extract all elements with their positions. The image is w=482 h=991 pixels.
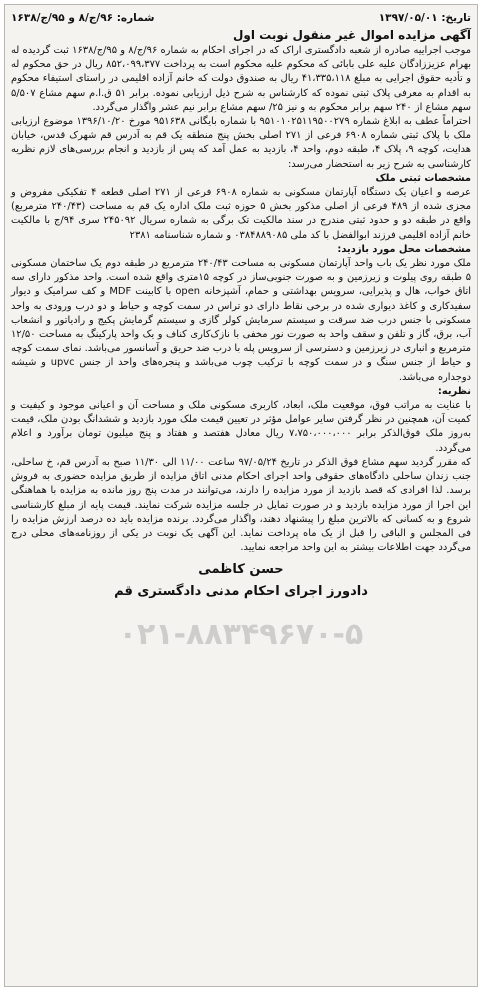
notice-content bbox=[11, 11, 471, 603]
signature-name: حسن کاظمی bbox=[198, 562, 284, 578]
location-paragraph: ملک مورد نظر یک باب واحد آپارتمان مسکونی به مساحت ۲۴۰/۴۳ مترمربع در طبقه دوم یک ساختمان مسکونی ۵ طبقه روی پیلوت و زیرزمین و به صورت جنوبی‌ساز در کوچه ۱۵متری واقع شده است. واحد مذکور دارای سه اتاق خواب، هال و پذیرایی، سرویس بهداشتی و حمام، آشپزخانه open با کابینت MDF و کف سرامیک و دیوار سفیدکاری و کاغذ دیواری شده در برخی نقاط دارای دو تراس در سمت کوچه و حیاط و دو درب ورودی به واحد مسکونی با جنس درب ضد سرقت و سیستم سرمایش کولر گازی و سیستم گرمایش پکیج و رادیاتور و انشعاب آب، برق، گاز و تلفن و سقف واحد به صورت نور مخفی با نازک‌کاری کناف و یک واحد پارکینگ به مساحت ۱۲/۵۰ مترمربع و انباری در زیرزمین و دسترسی از سرویس پله با درب ضد حریق و آسانسور می‌باشد. نمای سمت کوچه و حیاط از جنس سنگ و در سمت کوچه با ترکیب چوب می‌باشد و پنجره‌های واحد از جنس upvc و شیشه دوجداره می‌باشد. bbox=[11, 258, 472, 383]
opinion-paragraph: با عنایت به مراتب فوق، موقعیت ملک، ابعاد، کاربری مسکونی ملک و مساحت آن و اعیانی موجود و کیفیت و کمیت آن، همچنین در نظر گرفتن سایر عوامل مؤثر در تعیین قیمت ملک مورد بازدید و ششدانگ بودن ملک، قیمت به‌روز ملک فوق‌الذکر برابر ۷،۷۵۰،۰۰۰،۰۰۰ ریال معادل هفتصد و هفتاد و پنج میلیون تومان برآورد و اعلام می‌گردد. bbox=[11, 400, 471, 454]
auction-paragraph: که مقرر گردید سهم مشاع فوق الذکر در تاریخ ۹۷/۰۵/۲۴ ساعت ۱۱/۰۰ الی ۱۱/۳۰ صبح به آدرس قم، خ ساحلی، جنب زندان ساحلی دادگاه‌های حقوقی واحد اجرای احکام مدنی اتاق مزایده از طریق مزایده حضوری به فروش برسد. لذا افرادی که قصد بازدید از مورد مزایده را دارند، می‌توانند در مدت پنج روز مانده به مزایده با هماهنگی این اجرا از مورد مزایده بازدید و در صورت تمایل در جلسه مزایده شرکت نمایند. قیمت پایه از مبلغ کارشناسی شروع و به کسانی که بالاترین مبلغ را پیشنهاد دهند، واگذار می‌گردد. برنده مزایده باید ده درصد ارزش مزایده را فی المجلس و الباقی را قبل از یک ماه پرداخت نماید. این آگهی یک نوبت در یکی از روزنامه‌های محلی درج می‌گردد جهت اطلاعات بیشتر به این واحد مراجعه نمایید. bbox=[11, 456, 472, 554]
location-heading: مشخصات محل مورد بازدید: bbox=[337, 243, 471, 255]
signature-block bbox=[11, 559, 471, 603]
phone-watermark: ۰۲۱-۸۸۳۴۹۶۷۰-۵ bbox=[118, 617, 364, 652]
notice-date: تاریخ: ۱۳۹۷/۰۵/۰۱ bbox=[378, 12, 471, 24]
notice-header bbox=[11, 11, 471, 26]
opinion-heading: نظریه: bbox=[437, 385, 471, 397]
intro-paragraph: موجب اجراییه صادره از شعبه دادگستری اراک که در اجرای احکام به شماره ۹۶/ج/۸ و ۹۵/ج/۱۶۳۸ ثبت گردیده له بهرام عزیززادگان علیه علی بابائی که محکوم علیه محکوم است به پرداخت ۸۵۲،۰۹۹،۳۷۷ ریال در حق محکوم له و تأدیه حقوق اجرایی به مبلغ ۴۱،۳۳۵،۱۱۸ ریال به صندوق دولت که خانم آزاده اقلیمی در راستای استیفاء محکوم به اقدام به معرفی پلاک ثبتی نموده که کارشناس به شرح ذیل ارزیابی نموده. برابر ۵۱ ق.ا.م سهم مشاع ۵/۵۰۷ سهم مشاع از ۲۴۰ سهم برابر محکوم به و نیز ۲۵/ سهم مشاع برابر نیم عشر واگذار می‌گردد. bbox=[11, 45, 471, 113]
notice-sheet bbox=[4, 4, 478, 987]
registration-heading: مشخصات ثبتی ملک bbox=[375, 172, 471, 184]
notice-number: شماره: ۹۶/ج/۸ و ۹۵/ج/۱۶۳۸ bbox=[11, 12, 155, 24]
notice-title: آگهی مزایده اموال غیر منقول نوبت اول bbox=[232, 28, 471, 42]
respectfully-paragraph: احتراماً عطف به ابلاغ شماره ۹۵۱۰۱۰۲۵۱۱۹۵۰۰۲۷۹ با شماره بایگانی ۹۵۱۶۳۸ مورخ ۱۳۹۶/۱۰/۲۰ موضوع ارزیابی ملک با پلاک ثبتی شماره ۶۹۰۸ فرعی از ۲۷۱ اصلی بخش پنج منطقه یک قم به آدرس قم شهرک قدس، خیابان هدایت، کوچه ۹، پلاک ۴، طبقه دوم، واحد ۴، بازدید به عمل آمد که پس از بازدید و انجام بررسی‌های لازم نظریه کارشناسی به شرح زیر به استحضار می‌رسد: bbox=[11, 116, 472, 170]
registration-paragraph: عرصه و اعیان یک دستگاه آپارتمان مسکونی به شماره ۶۹۰۸ فرعی از ۲۷۱ اصلی قطعه ۴ تفکیکی مفروض و مجزی شده از ۴۸۹ فرعی از اصلی مذکور بخش ۵ حوزه ثبت ملک اداره یک قم به مساحت (۲۴۰/۴۳ مترمربع) واقع در طبقه دو و حدود ثبتی مندرج در سند مالکیت تک برگی به شماره سریال ۲۴۵۰۹۲ سری ۹۴/ج با مالکیت خانم آزاده اقلیمی فرزند ابوالفضل با کد ملی ۰۳۸۴۸۸۹۰۸۵ و شماره شناسنامه ۲۳۸۱ bbox=[11, 187, 472, 241]
signature-role: دادورز اجرای احکام مدنی دادگستری قم bbox=[114, 584, 368, 600]
